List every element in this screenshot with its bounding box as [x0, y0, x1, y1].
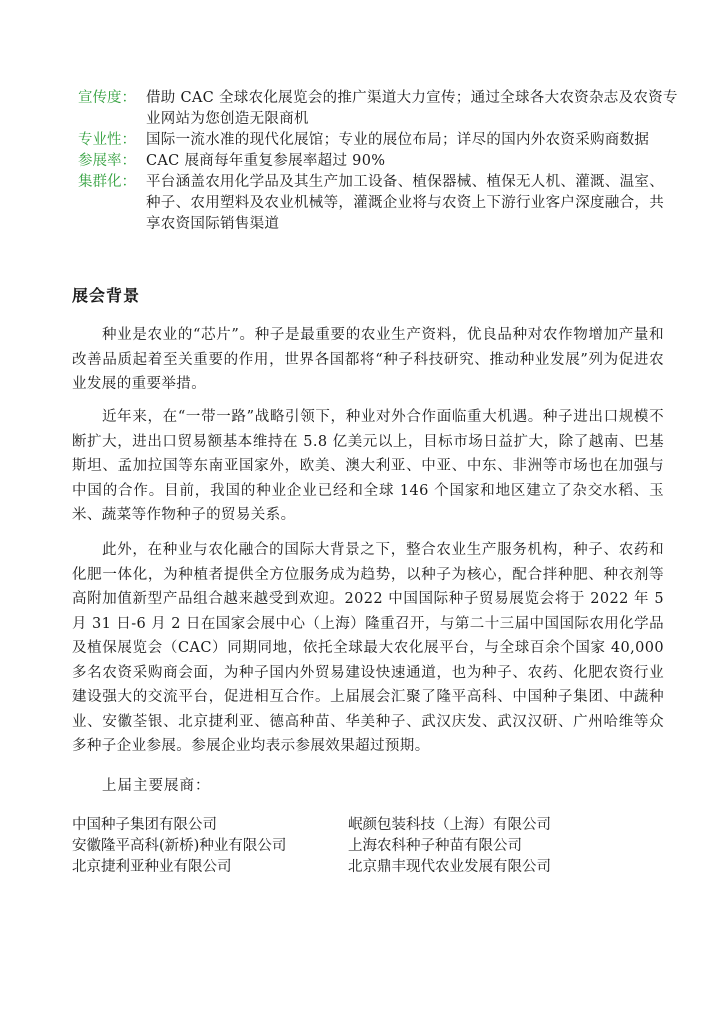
exhibitor-item: 北京捷利亚种业有限公司 — [72, 859, 232, 875]
feature-text: 借助 CAC 全球农化展览会的推广渠道大力宣传；通过全球各大农资杂志及农资专业网站为您创造无限商机 — [146, 90, 678, 127]
feature-label: 集群化： — [78, 174, 136, 190]
feature-text: CAC 展商每年重复参展率超过 90% — [146, 153, 386, 169]
section-title: 展会背景 — [72, 286, 141, 305]
feature-label: 专业性： — [78, 132, 136, 148]
feature-clustering — [78, 172, 678, 235]
feature-professionalism — [78, 130, 678, 151]
body-paragraph: 种业是农业的“芯片”。种子是最重要的农业生产资料，优良品种对农作物增加产量和改善品质起着至关重要的作用，世界各国都将“种子科技研究、推动种业发展”列为促进农业发展的重要举措。 — [72, 327, 664, 392]
exhibitor-item: 岷颜包装科技（上海）有限公司 — [348, 817, 551, 833]
feature-text: 国际一流水准的现代化展馆；专业的展位布局；详尽的国内外农资采购商数据 — [146, 132, 650, 148]
body-paragraph: 近年来，在“一带一路”战略引领下，种业对外合作面临重大机遇。种子进出口规模不断扩大，进出口贸易额基本维持在 5.8 亿美元以上，目标市场日益扩大，除了越南、巴基斯坦、孟加拉国等东南亚国家外，欧美、澳大利亚、中亚、中东、非洲等市场也在加强与中国的合作。目前，我国的种业企业已经和全球 146 个国家和地区建立了杂交水稻、玉米、蔬菜等作物种子的贸易关系。 — [72, 409, 664, 523]
feature-label: 参展率： — [78, 153, 136, 169]
exhibitor-item: 中国种子集团有限公司 — [72, 817, 217, 833]
feature-text: 平台涵盖农用化学品及其生产加工设备、植保器械、植保无人机、灌溉、温室、种子、农用塑料及农业机械等，灌溉企业将与农资上下游行业客户深度融合，共享农资国际销售渠道 — [146, 174, 664, 232]
feature-publicity — [78, 88, 678, 130]
exhibitors-title: 上届主要展商： — [102, 778, 211, 794]
feature-participation-rate — [78, 151, 678, 172]
feature-list — [78, 88, 678, 235]
exhibitor-item: 北京鼎丰现代农业发展有限公司 — [348, 859, 551, 875]
exhibitor-list — [72, 816, 672, 877]
exhibitor-item: 上海农科种子种苗有限公司 — [348, 838, 522, 854]
exhibitor-item: 安徽隆平高科(新桥)种业有限公司 — [72, 838, 287, 854]
body-paragraph: 此外，在种业与农化融合的国际大背景之下，整合农业生产服务机构，种子、农药和化肥一体化，为种植者提供全方位服务成为趋势，以种子为核心，配合拌种肥、种衣剂等高附加值新型产品组合越来越受到欢迎。2022 中国国际种子贸易展览会将于 2022 年 5 月 31 日-6 月 2 日在国家会展中心（上海）隆重召开，与第二十三届中国国际农用化学品及植保展览会（CAC）同期同地，依托全球最大农化展平台，与全球百余个国家 40,000 多名农资采购商会面，为种子国内外贸易建设快速通道，也为种子、农药、化肥农资行业建设强大的交流平台，促进相互合作。上届展会汇聚了隆平高科、中国种子集团、中蔬种业、安徽荃银、北京捷利亚、德高种苗、华美种子、武汉庆发、武汉汉研、广州哈维等众多种子企业参展。参展企业均表示参展效果超过预期。 — [72, 542, 664, 754]
feature-label: 宣传度： — [78, 90, 136, 106]
